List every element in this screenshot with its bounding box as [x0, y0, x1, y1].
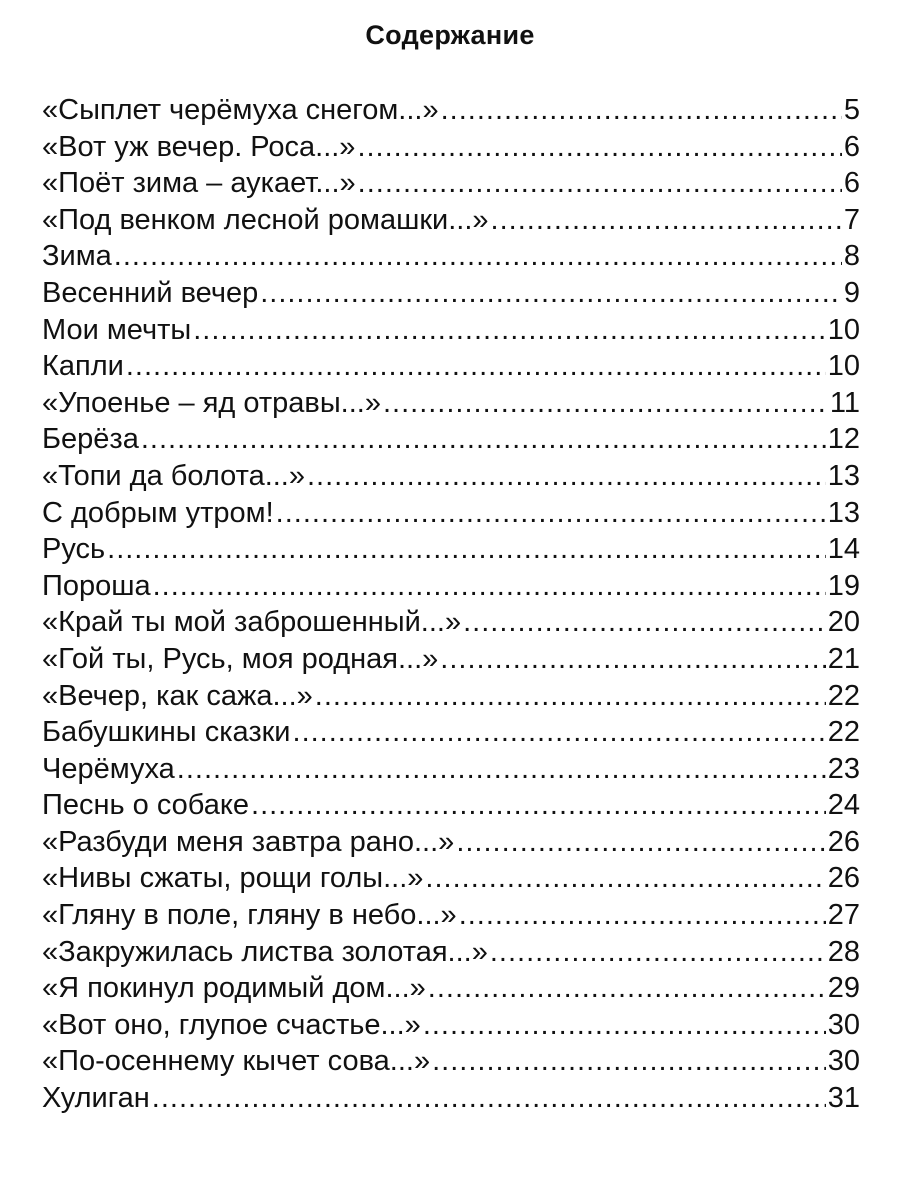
- toc-entry-page: 26: [827, 825, 860, 858]
- toc-entry-title: «Край ты мой заброшенный...»: [42, 606, 462, 639]
- toc-entry: [42, 92, 860, 129]
- dot-leader: [276, 495, 826, 532]
- toc-entry-title: «Топи да болота...»: [42, 459, 305, 492]
- toc-entry-page: 9: [843, 276, 860, 309]
- toc-entry-page: 28: [827, 935, 860, 968]
- toc-entry-page: 7: [843, 203, 860, 236]
- toc-entry: [42, 604, 860, 641]
- dot-leader: [423, 1007, 826, 1044]
- dot-leader: [114, 238, 842, 275]
- toc-entry: [42, 787, 860, 824]
- dot-leader: [463, 604, 826, 641]
- toc-entry: [42, 897, 860, 934]
- dot-leader: [428, 970, 826, 1007]
- toc-entry: [42, 531, 860, 568]
- dot-leader: [141, 421, 826, 458]
- toc-entry: [42, 1043, 860, 1080]
- dot-leader: [490, 934, 826, 971]
- toc-entry: [42, 202, 860, 239]
- toc-entry-title: Черёмуха: [42, 752, 175, 785]
- toc-entry-title: Пороша: [42, 569, 151, 602]
- dot-leader: [307, 458, 826, 495]
- toc-entry-page: 14: [827, 533, 860, 566]
- dot-leader: [153, 568, 826, 605]
- toc-entry-title: «Поёт зима – аукает...»: [42, 167, 356, 200]
- toc-entry-title: Зима: [42, 240, 112, 273]
- table-of-contents: [42, 92, 860, 1117]
- dot-leader: [251, 787, 826, 824]
- toc-entry-title: Мои мечты: [42, 313, 192, 346]
- toc-entry-page: 24: [827, 789, 860, 822]
- toc-entry: [42, 714, 860, 751]
- toc-entry-page: 21: [827, 642, 860, 675]
- toc-entry-title: «Гляну в поле, гляну в небо...»: [42, 899, 457, 932]
- toc-entry: [42, 275, 860, 312]
- dot-leader: [177, 751, 826, 788]
- toc-entry-page: 13: [827, 496, 860, 529]
- toc-entry-page: 22: [827, 716, 860, 749]
- toc-entry-page: 26: [827, 862, 860, 895]
- toc-entry-title: Русь: [42, 533, 106, 566]
- toc-entry: [42, 348, 860, 385]
- toc-entry-title: «Упоенье – яд отравы...»: [42, 386, 381, 419]
- dot-leader: [383, 385, 828, 422]
- dot-leader: [260, 275, 842, 312]
- dot-leader: [456, 824, 825, 861]
- toc-entry-page: 30: [827, 1008, 860, 1041]
- dot-leader: [107, 531, 826, 568]
- toc-entry-page: 27: [827, 899, 860, 932]
- toc-entry-page: 6: [843, 167, 860, 200]
- dot-leader: [491, 202, 842, 239]
- dot-leader: [425, 860, 825, 897]
- toc-entry: [42, 934, 860, 971]
- toc-entry: [42, 458, 860, 495]
- toc-entry-page: 10: [827, 350, 860, 383]
- toc-entry: [42, 678, 860, 715]
- toc-entry-title: «Вот уж вечер. Роса...»: [42, 130, 356, 163]
- toc-entry-title: «Вечер, как сажа...»: [42, 679, 313, 712]
- toc-entry-page: 29: [827, 972, 860, 1005]
- dot-leader: [126, 348, 826, 385]
- toc-entry: [42, 568, 860, 605]
- toc-entry-title: Весенний вечер: [42, 276, 259, 309]
- toc-entry-page: 13: [827, 459, 860, 492]
- toc-entry: [42, 641, 860, 678]
- toc-entry-page: 19: [827, 569, 860, 602]
- dot-leader: [193, 312, 826, 349]
- toc-entry: [42, 312, 860, 349]
- toc-entry-title: «Нивы сжаты, рощи голы...»: [42, 862, 424, 895]
- toc-entry-page: 8: [843, 240, 860, 273]
- toc-entry: [42, 385, 860, 422]
- dot-leader: [358, 165, 842, 202]
- toc-entry-title: «По-осеннему кычет сова...»: [42, 1045, 431, 1078]
- dot-leader: [315, 678, 826, 715]
- toc-entry: [42, 129, 860, 166]
- dot-leader: [357, 129, 841, 166]
- toc-entry: [42, 1080, 860, 1117]
- toc-entry: [42, 1007, 860, 1044]
- toc-entry-title: Бабушкины сказки: [42, 716, 291, 749]
- toc-entry-page: 23: [827, 752, 860, 785]
- dot-leader: [432, 1043, 826, 1080]
- toc-entry-page: 30: [827, 1045, 860, 1078]
- toc-entry-page: 12: [827, 423, 860, 456]
- toc-entry-title: «Я покинул родимый дом...»: [42, 972, 426, 1005]
- toc-entry: [42, 860, 860, 897]
- toc-entry-title: «Под венком лесной ромашки...»: [42, 203, 489, 236]
- toc-entry: [42, 421, 860, 458]
- toc-entry-page: 6: [843, 130, 860, 163]
- toc-entry-title: Берёза: [42, 423, 139, 456]
- toc-entry: [42, 970, 860, 1007]
- toc-entry-title: С добрым утром!: [42, 496, 274, 529]
- toc-entry-page: 10: [827, 313, 860, 346]
- toc-entry-title: «Сыплет черёмуха снегом...»: [42, 94, 439, 126]
- dot-leader: [441, 92, 842, 129]
- toc-entry-title: «Закружилась листва золотая...»: [42, 935, 488, 968]
- toc-entry-title: «Вот оно, глупое счастье...»: [42, 1008, 421, 1041]
- toc-entry-page: 5: [843, 94, 860, 126]
- toc-entry: [42, 751, 860, 788]
- toc-entry-title: Капли: [42, 350, 124, 383]
- toc-entry-page: 31: [827, 1082, 860, 1115]
- toc-entry: [42, 824, 860, 861]
- toc-entry-title: «Гой ты, Русь, моя родная...»: [42, 642, 439, 675]
- page-title: Содержание: [365, 20, 535, 50]
- dot-leader: [440, 641, 825, 678]
- toc-entry-page: 11: [829, 386, 860, 419]
- toc-entry-page: 20: [827, 606, 860, 639]
- toc-entry-title: Песнь о собаке: [42, 789, 250, 822]
- toc-entry: [42, 238, 860, 275]
- toc-entry: [42, 495, 860, 532]
- toc-entry-title: «Разбуди меня завтра рано...»: [42, 825, 455, 858]
- toc-entry-page: 22: [827, 679, 860, 712]
- dot-leader: [293, 714, 826, 751]
- dot-leader: [152, 1080, 826, 1117]
- dot-leader: [459, 897, 826, 934]
- toc-entry: [42, 165, 860, 202]
- toc-entry-title: Хулиган: [42, 1082, 150, 1115]
